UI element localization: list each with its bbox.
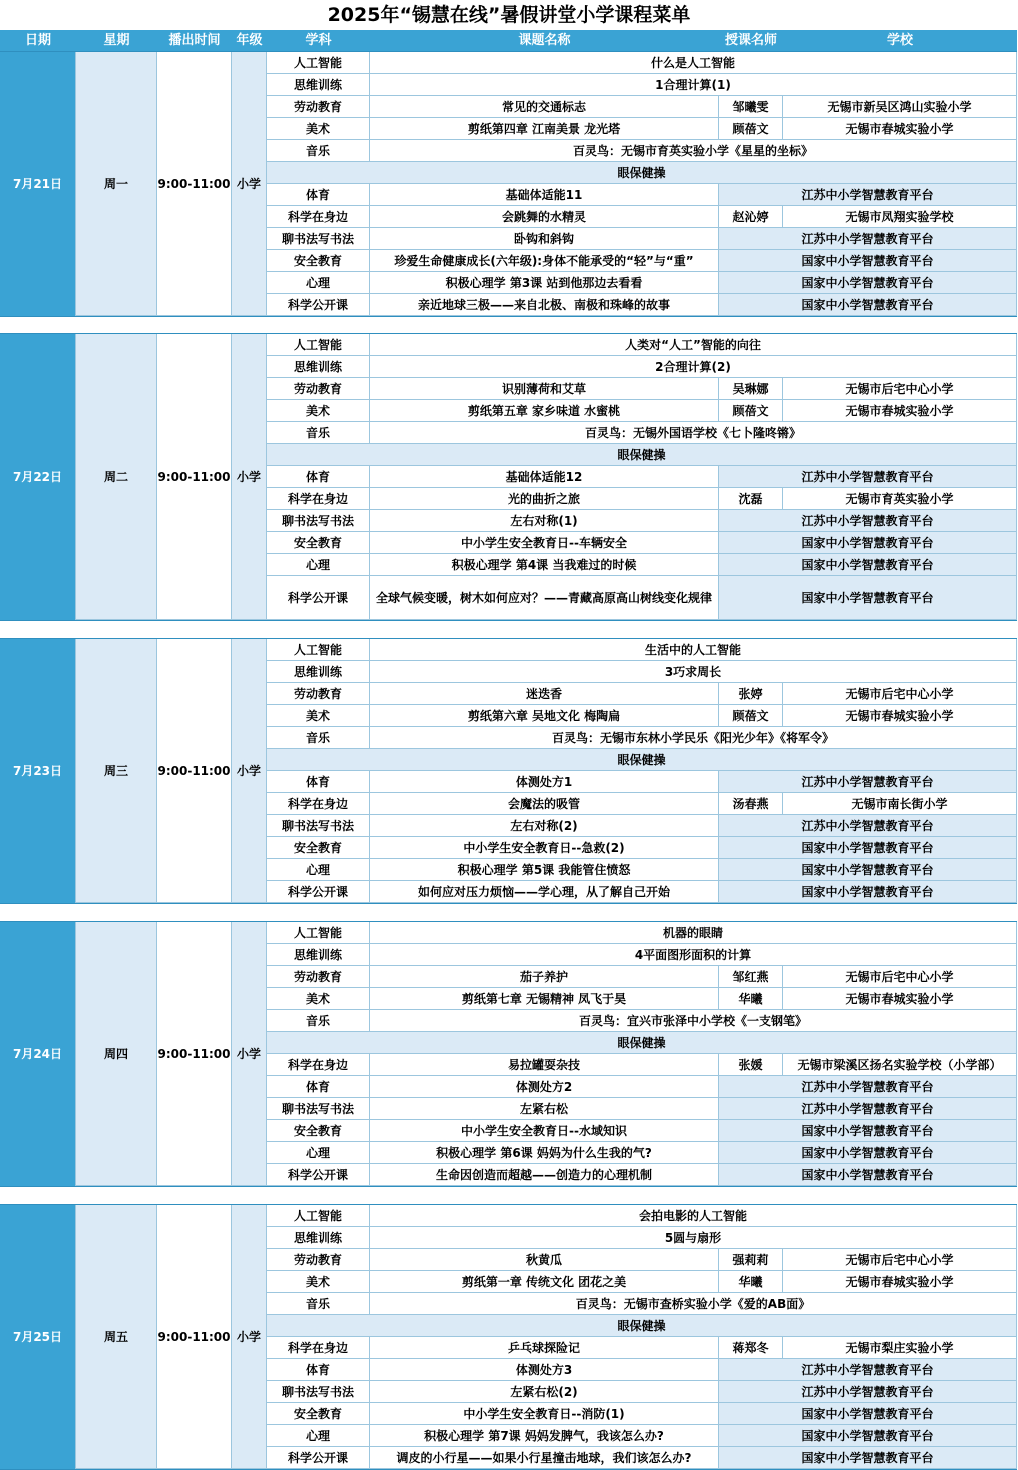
date-cell: 7月21日 (0, 52, 76, 316)
platform-cell: 国家中小学智慧教育平台 (719, 837, 1017, 859)
subject-cell: 人工智能 (267, 1205, 370, 1227)
topic-cell: 剪纸第五章 家乡味道 水蜜桃 (370, 400, 719, 422)
topic-cell: 会跳舞的水精灵 (370, 206, 719, 228)
school-cell: 无锡市春城实验小学 (783, 988, 1017, 1010)
platform-cell: 国家中小学智慧教育平台 (719, 554, 1017, 576)
subject-cell: 体育 (267, 771, 370, 793)
topic-cell: 积极心理学 第5课 我能管住愤怒 (370, 859, 719, 881)
day-block (0, 921, 1017, 1187)
school-cell: 无锡市梨庄实验小学 (783, 1337, 1017, 1359)
school-cell: 无锡市春城实验小学 (783, 1271, 1017, 1293)
teacher-cell: 邹红燕 (719, 966, 783, 988)
platform-cell: 国家中小学智慧教育平台 (719, 1447, 1017, 1469)
topic-cell: 珍爱生命健康成长(六年级):身体不能承受的“轻”与“重” (370, 250, 719, 272)
school-cell: 无锡市后宅中心小学 (783, 683, 1017, 705)
topic-cell: 生活中的人工智能 (370, 639, 1017, 661)
subject-cell: 安全教育 (267, 1120, 370, 1142)
topic-cell: 体测处方2 (370, 1076, 719, 1098)
teacher-cell: 张媛 (719, 1054, 783, 1076)
topic-cell: 光的曲折之旅 (370, 488, 719, 510)
grade-cell: 小学 (232, 639, 267, 903)
topic-cell: 如何应对压力烦恼——学心理，从了解自己开始 (370, 881, 719, 903)
teacher-cell: 沈磊 (719, 488, 783, 510)
subject-cell: 科学在身边 (267, 206, 370, 228)
topic-cell: 4平面图形面积的计算 (370, 944, 1017, 966)
topic-cell: 1合理计算(1) (370, 74, 1017, 96)
platform-cell: 国家中小学智慧教育平台 (719, 1403, 1017, 1425)
teacher-cell: 邹曦雯 (719, 96, 783, 118)
subject-cell: 人工智能 (267, 639, 370, 661)
topic-cell: 人类对“人工”智能的向往 (370, 334, 1017, 356)
topic-cell: 常见的交通标志 (370, 96, 719, 118)
eye-exercise-row: 眼保健操 (267, 1032, 1017, 1054)
weekday-cell: 周五 (76, 1205, 157, 1469)
platform-cell: 国家中小学智慧教育平台 (719, 1425, 1017, 1447)
platform-cell: 国家中小学智慧教育平台 (719, 1120, 1017, 1142)
subject-cell: 美术 (267, 1271, 370, 1293)
weekday-cell: 周三 (76, 639, 157, 903)
topic-cell: 中小学生安全教育日--消防(1) (370, 1403, 719, 1425)
weekday-cell: 周四 (76, 922, 157, 1186)
topic-cell: 百灵鸟：无锡市东林小学民乐《阳光少年》《将军令》 (370, 727, 1017, 749)
topic-cell: 积极心理学 第3课 站到他那边去看看 (370, 272, 719, 294)
date-cell: 7月23日 (0, 639, 76, 903)
topic-cell: 识别薄荷和艾草 (370, 378, 719, 400)
time-cell: 9:00-11:00 (157, 334, 232, 620)
subject-cell: 思维训练 (267, 1227, 370, 1249)
subject-cell: 思维训练 (267, 661, 370, 683)
subject-cell: 体育 (267, 1359, 370, 1381)
topic-cell: 百灵鸟：无锡市查桥实验小学《爱的AB面》 (370, 1293, 1017, 1315)
subject-cell: 思维训练 (267, 356, 370, 378)
topic-cell: 生命因创造而超越——创造力的心理机制 (370, 1164, 719, 1186)
day-block (0, 51, 1017, 317)
subject-cell: 人工智能 (267, 334, 370, 356)
header-weekday: 星期 (76, 30, 157, 51)
platform-cell: 国家中小学智慧教育平台 (719, 532, 1017, 554)
subject-cell: 科学公开课 (267, 1164, 370, 1186)
teacher-cell: 华曦 (719, 1271, 783, 1293)
topic-cell: 基础体适能11 (370, 184, 719, 206)
subject-cell: 音乐 (267, 1010, 370, 1032)
school-cell: 无锡市后宅中心小学 (783, 378, 1017, 400)
teacher-cell: 顾蓓文 (719, 400, 783, 422)
subject-cell: 聊书法写书法 (267, 815, 370, 837)
topic-cell: 迷迭香 (370, 683, 719, 705)
topic-cell: 中小学生安全教育日--车辆安全 (370, 532, 719, 554)
teacher-cell: 汤春燕 (719, 793, 783, 815)
topic-cell: 剪纸第四章 江南美景 龙光塔 (370, 118, 719, 140)
teacher-cell: 顾蓓文 (719, 705, 783, 727)
platform-cell: 江苏中小学智慧教育平台 (719, 466, 1017, 488)
subject-cell: 心理 (267, 554, 370, 576)
eye-exercise-row: 眼保健操 (267, 444, 1017, 466)
teacher-cell: 吴琳娜 (719, 378, 783, 400)
topic-cell: 全球气候变暖，树木如何应对？——青藏高原高山树线变化规律 (370, 576, 719, 620)
subject-cell: 科学公开课 (267, 294, 370, 316)
subject-cell: 心理 (267, 272, 370, 294)
subject-cell: 音乐 (267, 422, 370, 444)
grade-cell: 小学 (232, 52, 267, 316)
teacher-cell: 华曦 (719, 988, 783, 1010)
platform-cell: 江苏中小学智慧教育平台 (719, 228, 1017, 250)
teacher-cell: 赵沁婷 (719, 206, 783, 228)
school-cell: 无锡市梁溪区扬名实验学校（小学部） (783, 1054, 1017, 1076)
topic-cell: 茄子养护 (370, 966, 719, 988)
platform-cell: 江苏中小学智慧教育平台 (719, 510, 1017, 532)
platform-cell: 江苏中小学智慧教育平台 (719, 771, 1017, 793)
subject-cell: 美术 (267, 705, 370, 727)
platform-cell: 国家中小学智慧教育平台 (719, 294, 1017, 316)
school-cell: 无锡市春城实验小学 (783, 400, 1017, 422)
header-time: 播出时间 (157, 30, 232, 51)
teacher-cell: 蒋郑冬 (719, 1337, 783, 1359)
platform-cell: 江苏中小学智慧教育平台 (719, 815, 1017, 837)
school-cell: 无锡市后宅中心小学 (783, 966, 1017, 988)
topic-cell: 5圆与扇形 (370, 1227, 1017, 1249)
platform-cell: 江苏中小学智慧教育平台 (719, 1359, 1017, 1381)
platform-cell: 江苏中小学智慧教育平台 (719, 184, 1017, 206)
eye-exercise-row: 眼保健操 (267, 1315, 1017, 1337)
topic-cell: 会魔法的吸管 (370, 793, 719, 815)
topic-cell: 左紧右松 (370, 1098, 719, 1120)
topic-cell: 积极心理学 第6课 妈妈为什么生我的气? (370, 1142, 719, 1164)
weekday-cell: 周二 (76, 334, 157, 620)
topic-cell: 积极心理学 第4课 当我难过的时候 (370, 554, 719, 576)
subject-cell: 思维训练 (267, 944, 370, 966)
page-title: 2025年“锡慧在线”暑假讲堂小学课程菜单 (327, 4, 691, 26)
school-cell: 无锡市新吴区鸿山实验小学 (783, 96, 1017, 118)
topic-cell: 亲近地球三极——来自北极、南极和珠峰的故事 (370, 294, 719, 316)
subject-cell: 人工智能 (267, 52, 370, 74)
topic-cell: 百灵鸟：无锡市育英实验小学《星星的坐标》 (370, 140, 1017, 162)
topic-cell: 积极心理学 第7课 妈妈发脾气，我该怎么办? (370, 1425, 719, 1447)
subject-cell: 心理 (267, 859, 370, 881)
day-block (0, 638, 1017, 904)
subject-cell: 美术 (267, 118, 370, 140)
platform-cell: 国家中小学智慧教育平台 (719, 881, 1017, 903)
subject-cell: 心理 (267, 1425, 370, 1447)
subject-cell: 科学在身边 (267, 1337, 370, 1359)
topic-cell: 剪纸第一章 传统文化 团花之美 (370, 1271, 719, 1293)
topic-cell: 中小学生安全教育日--急救(2) (370, 837, 719, 859)
topic-cell: 百灵鸟：宜兴市张泽中小学校《一支钢笔》 (370, 1010, 1017, 1032)
platform-cell: 国家中小学智慧教育平台 (719, 272, 1017, 294)
eye-exercise-row: 眼保健操 (267, 749, 1017, 771)
subject-cell: 聊书法写书法 (267, 510, 370, 532)
subject-cell: 思维训练 (267, 74, 370, 96)
topic-cell: 剪纸第七章 无锡精神 凤飞于昊 (370, 988, 719, 1010)
time-cell: 9:00-11:00 (157, 1205, 232, 1469)
eye-exercise-row: 眼保健操 (267, 162, 1017, 184)
subject-cell: 体育 (267, 466, 370, 488)
subject-cell: 安全教育 (267, 532, 370, 554)
header-topic: 课题名称 (370, 30, 719, 51)
subject-cell: 科学公开课 (267, 881, 370, 903)
topic-cell: 左右对称(1) (370, 510, 719, 532)
grade-cell: 小学 (232, 334, 267, 620)
date-cell: 7月24日 (0, 922, 76, 1186)
topic-cell: 乒乓球探险记 (370, 1337, 719, 1359)
subject-cell: 劳动教育 (267, 96, 370, 118)
day-block (0, 333, 1017, 621)
subject-cell: 科学在身边 (267, 1054, 370, 1076)
teacher-cell: 张婷 (719, 683, 783, 705)
subject-cell: 安全教育 (267, 837, 370, 859)
subject-cell: 劳动教育 (267, 1249, 370, 1271)
platform-cell: 江苏中小学智慧教育平台 (719, 1381, 1017, 1403)
platform-cell: 国家中小学智慧教育平台 (719, 1142, 1017, 1164)
time-cell: 9:00-11:00 (157, 639, 232, 903)
subject-cell: 聊书法写书法 (267, 1098, 370, 1120)
header-subject: 学科 (267, 30, 370, 51)
subject-cell: 劳动教育 (267, 378, 370, 400)
subject-cell: 音乐 (267, 1293, 370, 1315)
subject-cell: 科学在身边 (267, 488, 370, 510)
school-cell: 无锡市后宅中心小学 (783, 1249, 1017, 1271)
subject-cell: 美术 (267, 988, 370, 1010)
platform-cell: 国家中小学智慧教育平台 (719, 576, 1017, 620)
date-cell: 7月25日 (0, 1205, 76, 1469)
subject-cell: 体育 (267, 184, 370, 206)
platform-cell: 江苏中小学智慧教育平台 (719, 1098, 1017, 1120)
platform-cell: 江苏中小学智慧教育平台 (719, 1076, 1017, 1098)
subject-cell: 心理 (267, 1142, 370, 1164)
subject-cell: 科学公开课 (267, 1447, 370, 1469)
header-school: 学校 (783, 30, 1017, 51)
grade-cell: 小学 (232, 1205, 267, 1469)
teacher-cell: 强莉莉 (719, 1249, 783, 1271)
school-cell: 无锡市春城实验小学 (783, 705, 1017, 727)
subject-cell: 劳动教育 (267, 683, 370, 705)
subject-cell: 音乐 (267, 140, 370, 162)
subject-cell: 聊书法写书法 (267, 228, 370, 250)
topic-cell: 体测处方1 (370, 771, 719, 793)
subject-cell: 聊书法写书法 (267, 1381, 370, 1403)
grade-cell: 小学 (232, 922, 267, 1186)
subject-cell: 科学公开课 (267, 576, 370, 620)
header-teacher: 授课名师 (719, 30, 783, 51)
topic-cell: 3巧求周长 (370, 661, 1017, 683)
topic-cell: 左紧右松(2) (370, 1381, 719, 1403)
platform-cell: 国家中小学智慧教育平台 (719, 859, 1017, 881)
topic-cell: 卧钩和斜钩 (370, 228, 719, 250)
topic-cell: 剪纸第六章 吴地文化 梅陶扁 (370, 705, 719, 727)
school-cell: 无锡市育英实验小学 (783, 488, 1017, 510)
platform-cell: 国家中小学智慧教育平台 (719, 250, 1017, 272)
time-cell: 9:00-11:00 (157, 922, 232, 1186)
topic-cell: 左右对称(2) (370, 815, 719, 837)
subject-cell: 科学在身边 (267, 793, 370, 815)
subject-cell: 体育 (267, 1076, 370, 1098)
subject-cell: 人工智能 (267, 922, 370, 944)
topic-cell: 2合理计算(2) (370, 356, 1017, 378)
topic-cell: 易拉罐耍杂技 (370, 1054, 719, 1076)
date-cell: 7月22日 (0, 334, 76, 620)
teacher-cell: 顾蓓文 (719, 118, 783, 140)
subject-cell: 劳动教育 (267, 966, 370, 988)
header-date: 日期 (0, 30, 76, 51)
subject-cell: 安全教育 (267, 1403, 370, 1425)
school-cell: 无锡市春城实验小学 (783, 118, 1017, 140)
subject-cell: 安全教育 (267, 250, 370, 272)
topic-cell: 秋黄瓜 (370, 1249, 719, 1271)
day-block (0, 1204, 1017, 1470)
time-cell: 9:00-11:00 (157, 52, 232, 316)
platform-cell: 国家中小学智慧教育平台 (719, 1164, 1017, 1186)
weekday-cell: 周一 (76, 52, 157, 316)
header-grade: 年级 (232, 30, 267, 51)
topic-cell: 什么是人工智能 (370, 52, 1017, 74)
school-cell: 无锡市凤翔实验学校 (783, 206, 1017, 228)
subject-cell: 音乐 (267, 727, 370, 749)
school-cell: 无锡市南长街小学 (783, 793, 1017, 815)
topic-cell: 基础体适能12 (370, 466, 719, 488)
topic-cell: 百灵鸟：无锡外国语学校《七卜隆咚锵》 (370, 422, 1017, 444)
topic-cell: 中小学生安全教育日--水域知识 (370, 1120, 719, 1142)
topic-cell: 体测处方3 (370, 1359, 719, 1381)
topic-cell: 调皮的小行星——如果小行星撞击地球，我们该怎么办? (370, 1447, 719, 1469)
subject-cell: 美术 (267, 400, 370, 422)
topic-cell: 机器的眼睛 (370, 922, 1017, 944)
topic-cell: 会拍电影的人工智能 (370, 1205, 1017, 1227)
